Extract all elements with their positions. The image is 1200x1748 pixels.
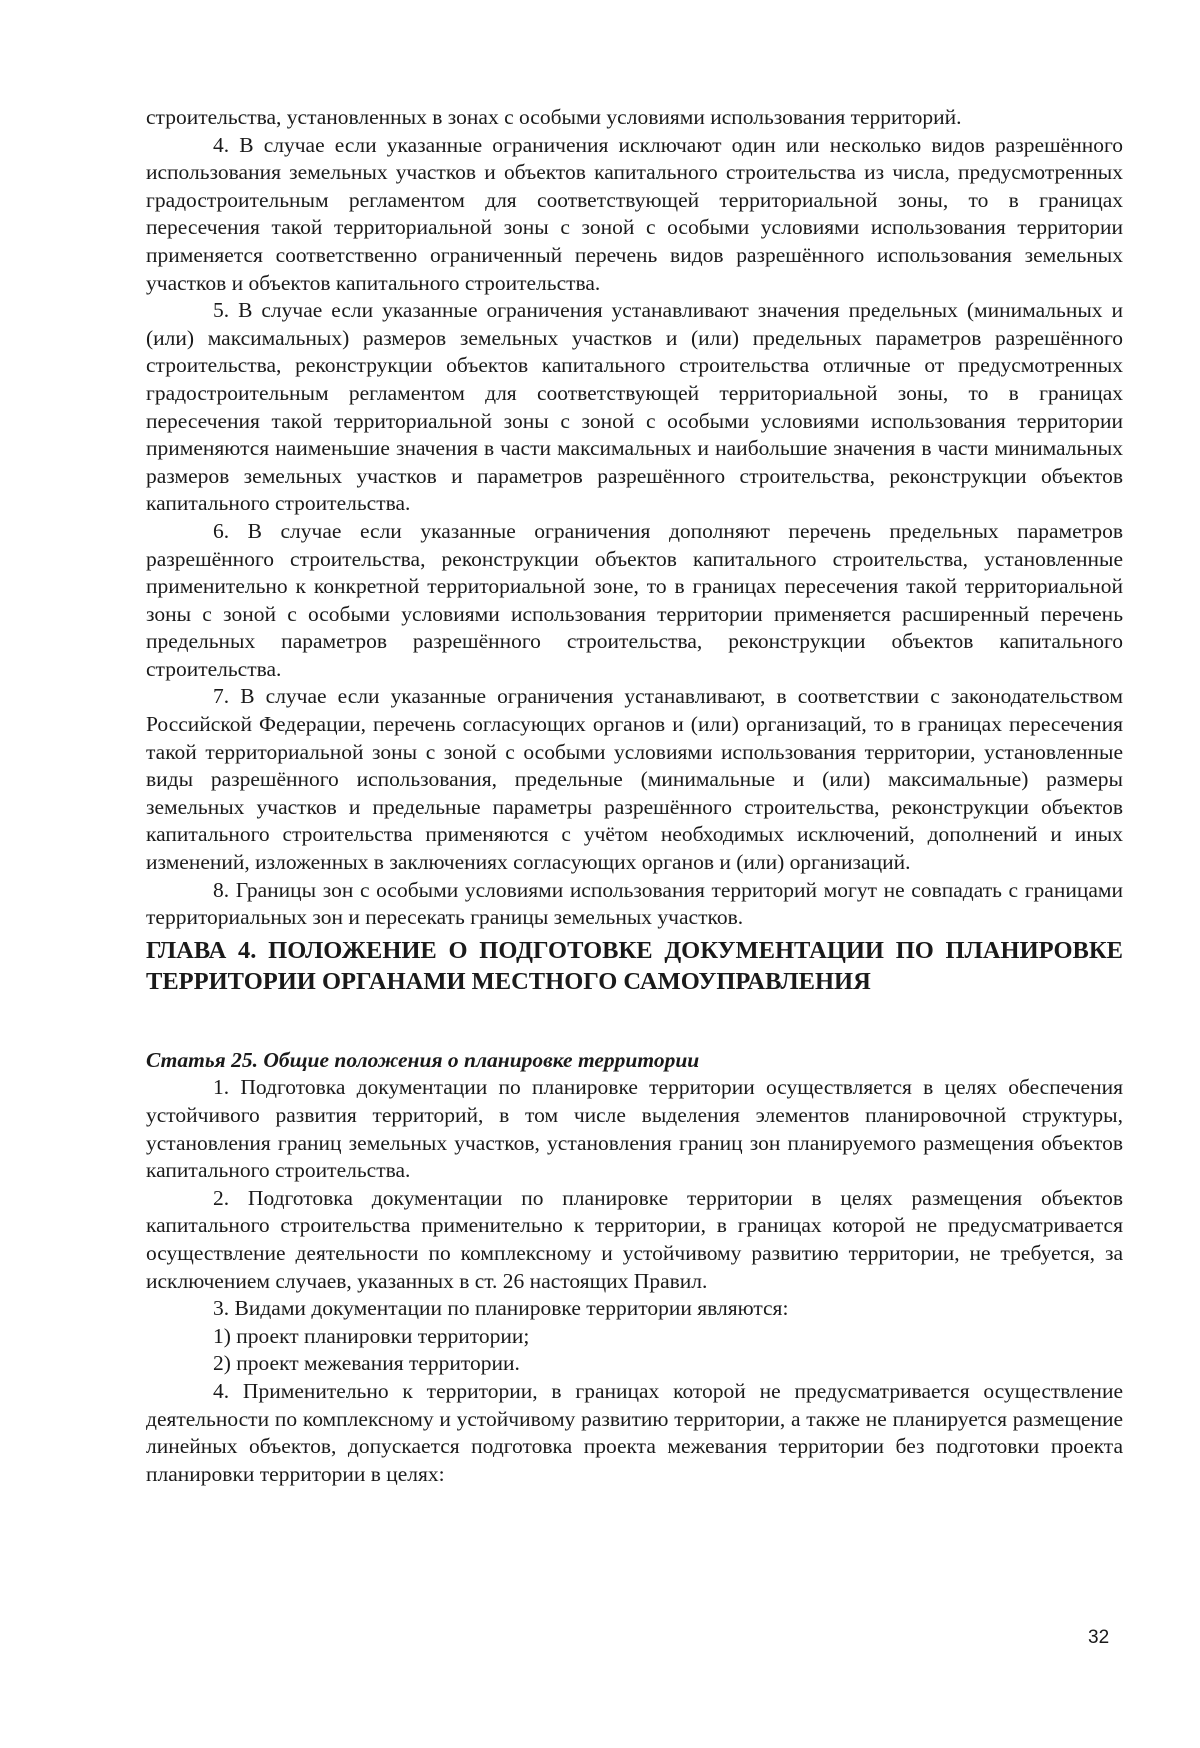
list-item-2: 2) проект межевания территории. bbox=[213, 1351, 520, 1376]
paragraph-item-5: 5. В случае если указанные ограничения устанавливают значения предельных (минимальных и (или) максимальных) размеров земельных участков и (или) предельных параметров разрешённого строительства, реконструкции объектов капитального строительства отличные от предусмотренных градостроительным регламентом для соответствующей территориальной зоны, то в границах пересечения такой территориальной зоны с зоной с особыми условиями использования территории применяются наименьшие значения в части максимальных и наибольшие значения в части минимальных размеров земельных участков и параметров разрешённого строительства, реконструкции объектов капитального строительства. bbox=[146, 298, 1123, 516]
paragraph-continuation: строительства, установленных в зонах с особыми условиями использования территорий. bbox=[146, 105, 962, 129]
paragraph-item-8: 8. Границы зон с особыми условиями использования территорий могут не совпадать с границами территориальных зон и пересекать границы земельных участков. bbox=[146, 877, 1123, 930]
paragraph-item-4: 4. В случае если указанные ограничения исключают один или несколько видов разрешённого использования земельных участков и объектов капитального строительства из числа, предусмотренных градостроительным регламентом для соответствующей территориальной зоны, то в границах пересечения такой территориальной зоны с зоной с особыми условиями использования территории применяется соответственно ограниченный перечень видов разрешённого использования земельных участков и объектов капитального строительства. bbox=[146, 132, 1123, 295]
article-heading: Статья 25. Общие положения о планировке территории bbox=[146, 1047, 700, 1072]
article-paragraph-2: 2. Подготовка документации по планировке территории в целях размещения объектов капитального строительства применительно к территории, в границах которой не предусматривается осуществление деятельности по комплексному и устойчивому развитию территории, не требуется, за исключением случаев, указанных в ст. 26 настоящих Правил. bbox=[146, 1185, 1123, 1293]
article-paragraph-3: 3. Видами документации по планировке территории являются: bbox=[213, 1296, 789, 1321]
article-paragraph-1: 1. Подготовка документации по планировке территории осуществляется в целях обеспечения устойчивого развития территорий, в том числе выделения элементов планировочной структуры, установления границ земельных участков, установления границ зон планируемого размещения объектов капитального строительства. bbox=[146, 1075, 1123, 1183]
list-item-1: 1) проект планировки территории; bbox=[213, 1323, 530, 1348]
article-paragraph-4: 4. Применительно к территории, в границах которой не предусматривается осуществление деятельности по комплексному и устойчивому развитию территории, а также не планируется размещение линейных объектов, допускается подготовка проекта межевания территории без подготовки проекта планировки территории в целях: bbox=[146, 1378, 1123, 1486]
chapter-heading: ГЛАВА 4. ПОЛОЖЕНИЕ О ПОДГОТОВКЕ ДОКУМЕНТАЦИИ ПО ПЛАНИРОВКЕ ТЕРРИТОРИИ ОРГАНАМИ МЕСТНОГО САМОУПРАВЛЕНИЯ bbox=[146, 936, 1123, 995]
paragraph-item-7: 7. В случае если указанные ограничения устанавливают, в соответствии с законодательством Российской Федерации, перечень согласующих органов и (или) организаций, то в границах пересечения такой территориальной зоны с зоной с особыми условиями использования территории, установленные виды разрешённого использования, предельные (минимальные и (или) максимальные) размеры земельных участков и предельные параметры разрешённого строительства, реконструкции объектов капитального строительства применяются с учётом необходимых исключений, дополнений и иных изменений, изложенных в заключениях согласующих органов и (или) организаций. bbox=[146, 684, 1123, 875]
document-page bbox=[146, 104, 1123, 1488]
paragraph-item-6: 6. В случае если указанные ограничения дополняют перечень предельных параметров разрешённого строительства, реконструкции объектов капитального строительства, установленные применительно к конкретной территориальной зоне, то в границах пересечения такой территориальной зоны с зоной с особыми условиями использования территории применяется расширенный перечень предельных параметров разрешённого строительства, реконструкции объектов капитального строительства. bbox=[146, 518, 1123, 681]
page-number: 32 bbox=[1088, 1627, 1110, 1648]
